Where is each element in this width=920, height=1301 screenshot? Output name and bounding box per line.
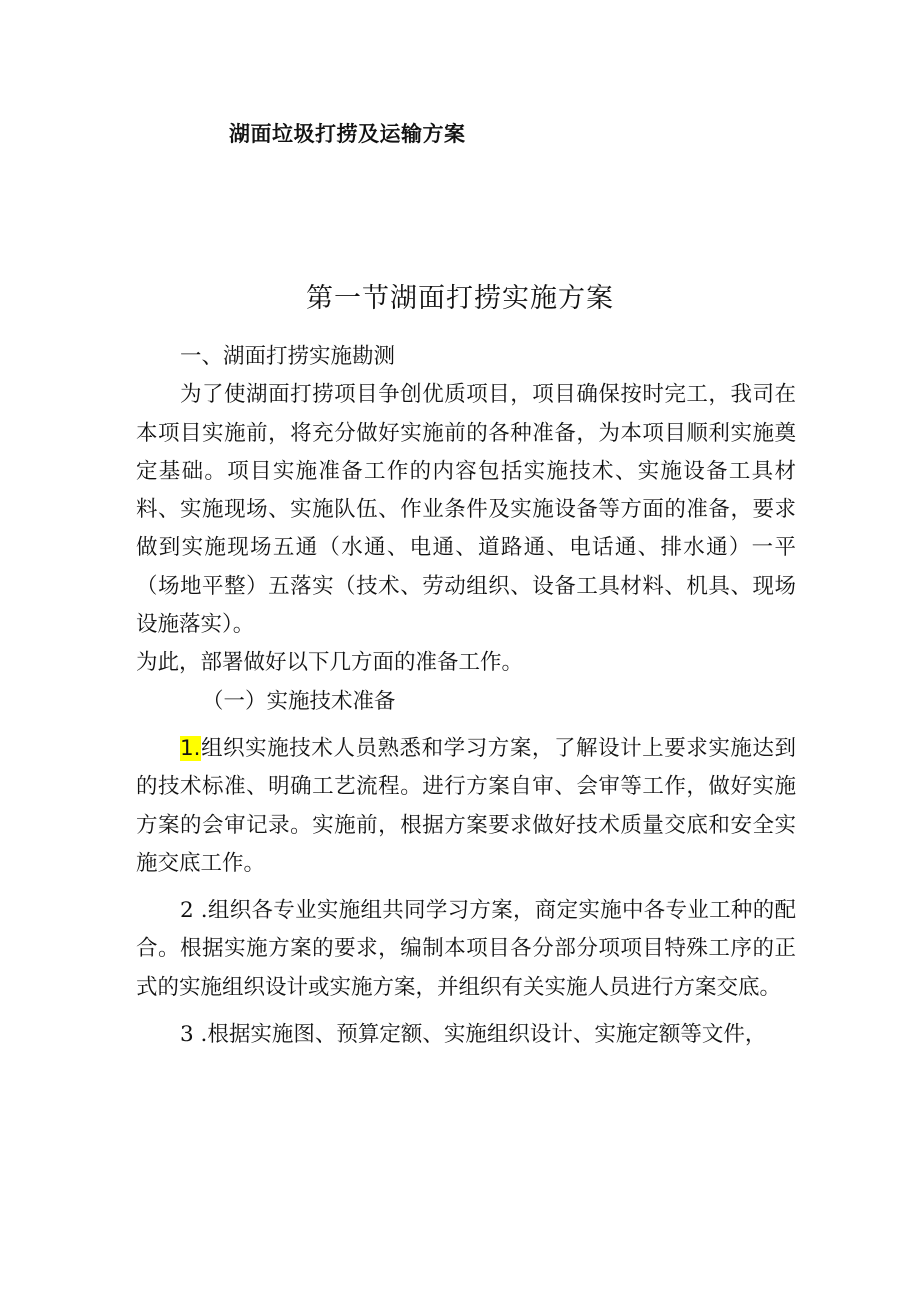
subheading-technical-preparation: （一）实施技术准备 [202, 688, 396, 714]
document-body [136, 338, 796, 1054]
paragraph-preparation: 为了使湖面打捞项目争创优质项目，项目确保按时完工，我司在本项目实施前，将充分做好实施前的各种准备，为本项目顺利实施奠定基础。项目实施准备工作的内容包括实施技术、实施设备工具材料、实施现场、实施队伍、作业条件及实施设备等方面的准备，要求做到实施现场五通（水通、电通、道路通、电话通、排水通）一平（场地平整）五落实（技术、劳动组织、设备工具材料、机具、现场设施落实）。 [136, 382, 796, 638]
list-item-1-text: 组织实施技术人员熟悉和学习方案，了解设计上要求实施达到的技术标准、明确工艺流程。进行方案自审、会审等工作，做好实施方案的会审记录。实施前，根据方案要求做好技术质量交底和安全实施交底工作。 [136, 735, 796, 876]
list-item-number-highlight: 1. [180, 735, 201, 761]
paragraph-deployment: 为此，部署做好以下几方面的准备工作。 [136, 650, 524, 676]
section-title: 第一节湖面打捞实施方案 [306, 283, 614, 314]
heading-survey: 一、湖面打捞实施勘测 [180, 344, 396, 369]
list-item-3: 3 .根据实施图、预算定额、实施组织设计、实施定额等文件， [180, 1022, 767, 1048]
document-title: 湖面垃圾打捞及运输方案 [229, 122, 466, 146]
list-item-2: 2 .组织各专业实施组共同学习方案，商定实施中各专业工种的配合。根据实施方案的要求，编制本项目各分部分项项目特殊工序的正式的实施组织设计或实施方案，并组织有关实施人员进行方案交底。 [136, 898, 796, 1000]
list-item-1 [136, 730, 796, 883]
